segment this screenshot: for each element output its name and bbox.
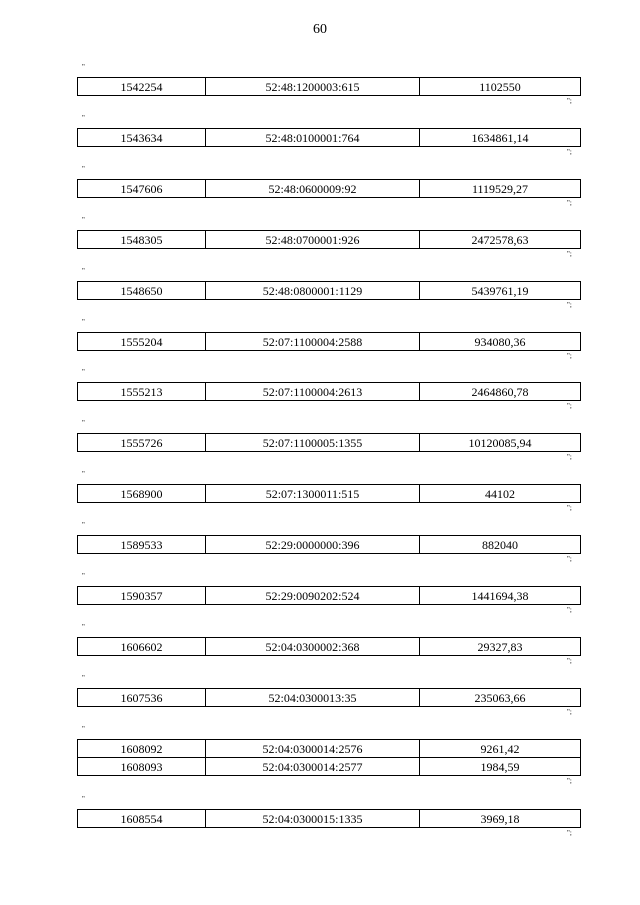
record-id-cell: 1543634 bbox=[78, 129, 206, 147]
entry-table bbox=[77, 77, 581, 96]
cadastral-number-cell: 52:48:0700001:926 bbox=[206, 231, 420, 249]
entry-table bbox=[77, 809, 581, 828]
cadastral-number-cell: 52:04:0300015:1335 bbox=[206, 810, 420, 828]
cadastral-number-cell: 52:04:0300013:35 bbox=[206, 689, 420, 707]
entry-table bbox=[77, 739, 581, 776]
closing-quote: "; bbox=[567, 708, 572, 716]
table-row bbox=[78, 78, 581, 96]
entry-table bbox=[77, 688, 581, 707]
table-row bbox=[78, 689, 581, 707]
closing-quote: "; bbox=[567, 657, 572, 665]
closing-quote: "; bbox=[567, 777, 572, 785]
record-id-cell: 1547606 bbox=[78, 180, 206, 198]
opening-quote: " bbox=[82, 114, 85, 122]
closing-quote: "; bbox=[567, 504, 572, 512]
record-id-cell: 1590357 bbox=[78, 587, 206, 605]
record-id-cell: 1608092 bbox=[78, 740, 206, 758]
table-row bbox=[78, 231, 581, 249]
value-cell: 2472578,63 bbox=[420, 231, 581, 249]
opening-quote: " bbox=[82, 470, 85, 478]
opening-quote: " bbox=[82, 725, 85, 733]
opening-quote: " bbox=[82, 318, 85, 326]
table-row bbox=[78, 758, 581, 776]
entry-table bbox=[77, 281, 581, 300]
cadastral-number-cell: 52:48:0100001:764 bbox=[206, 129, 420, 147]
table-row bbox=[78, 536, 581, 554]
entry-table bbox=[77, 484, 581, 503]
table-row bbox=[78, 810, 581, 828]
value-cell: 1634861,14 bbox=[420, 129, 581, 147]
closing-quote: "; bbox=[567, 555, 572, 563]
record-id-cell: 1608554 bbox=[78, 810, 206, 828]
opening-quote: " bbox=[82, 165, 85, 173]
record-id-cell: 1608093 bbox=[78, 758, 206, 776]
table-row bbox=[78, 638, 581, 656]
table-row bbox=[78, 740, 581, 758]
table-row bbox=[78, 129, 581, 147]
opening-quote: " bbox=[82, 572, 85, 580]
entry-table bbox=[77, 382, 581, 401]
entry-table bbox=[77, 433, 581, 452]
cadastral-number-cell: 52:07:1100004:2588 bbox=[206, 333, 420, 351]
record-id-cell: 1607536 bbox=[78, 689, 206, 707]
value-cell: 1102550 bbox=[420, 78, 581, 96]
closing-quote: "; bbox=[567, 199, 572, 207]
record-id-cell: 1555204 bbox=[78, 333, 206, 351]
value-cell: 29327,83 bbox=[420, 638, 581, 656]
cadastral-number-cell: 52:48:0600009:92 bbox=[206, 180, 420, 198]
entry-table bbox=[77, 637, 581, 656]
page-number: 60 bbox=[313, 22, 327, 37]
value-cell: 1984,59 bbox=[420, 758, 581, 776]
closing-quote: "; bbox=[567, 301, 572, 309]
opening-quote: " bbox=[82, 521, 85, 529]
table-row bbox=[78, 180, 581, 198]
entry-table bbox=[77, 535, 581, 554]
closing-quote: "; bbox=[567, 606, 572, 614]
entry-table bbox=[77, 230, 581, 249]
closing-quote: "; bbox=[567, 829, 572, 837]
record-id-cell: 1548305 bbox=[78, 231, 206, 249]
cadastral-number-cell: 52:29:0000000:396 bbox=[206, 536, 420, 554]
record-id-cell: 1589533 bbox=[78, 536, 206, 554]
table-row bbox=[78, 485, 581, 503]
value-cell: 44102 bbox=[420, 485, 581, 503]
entry-table bbox=[77, 128, 581, 147]
value-cell: 1119529,27 bbox=[420, 180, 581, 198]
value-cell: 10120085,94 bbox=[420, 434, 581, 452]
value-cell: 882040 bbox=[420, 536, 581, 554]
opening-quote: " bbox=[82, 795, 85, 803]
opening-quote: " bbox=[82, 419, 85, 427]
cadastral-number-cell: 52:04:0300014:2577 bbox=[206, 758, 420, 776]
closing-quote: "; bbox=[567, 453, 572, 461]
opening-quote: " bbox=[82, 267, 85, 275]
cadastral-number-cell: 52:29:0090202:524 bbox=[206, 587, 420, 605]
value-cell: 934080,36 bbox=[420, 333, 581, 351]
cadastral-number-cell: 52:48:1200003:615 bbox=[206, 78, 420, 96]
table-row bbox=[78, 434, 581, 452]
cadastral-number-cell: 52:07:1100005:1355 bbox=[206, 434, 420, 452]
record-id-cell: 1555213 bbox=[78, 383, 206, 401]
closing-quote: "; bbox=[567, 148, 572, 156]
value-cell: 3969,18 bbox=[420, 810, 581, 828]
opening-quote: " bbox=[82, 623, 85, 631]
table-row bbox=[78, 282, 581, 300]
opening-quote: " bbox=[82, 216, 85, 224]
record-id-cell: 1568900 bbox=[78, 485, 206, 503]
cadastral-number-cell: 52:04:0300002:368 bbox=[206, 638, 420, 656]
table-row bbox=[78, 333, 581, 351]
closing-quote: "; bbox=[567, 352, 572, 360]
table-row bbox=[78, 383, 581, 401]
value-cell: 5439761,19 bbox=[420, 282, 581, 300]
cadastral-number-cell: 52:04:0300014:2576 bbox=[206, 740, 420, 758]
value-cell: 9261,42 bbox=[420, 740, 581, 758]
cadastral-number-cell: 52:07:1300011:515 bbox=[206, 485, 420, 503]
opening-quote: " bbox=[82, 368, 85, 376]
closing-quote: "; bbox=[567, 97, 572, 105]
record-id-cell: 1542254 bbox=[78, 78, 206, 96]
value-cell: 235063,66 bbox=[420, 689, 581, 707]
entry-table bbox=[77, 586, 581, 605]
closing-quote: "; bbox=[567, 250, 572, 258]
record-id-cell: 1555726 bbox=[78, 434, 206, 452]
table-row bbox=[78, 587, 581, 605]
cadastral-number-cell: 52:07:1100004:2613 bbox=[206, 383, 420, 401]
value-cell: 2464860,78 bbox=[420, 383, 581, 401]
cadastral-number-cell: 52:48:0800001:1129 bbox=[206, 282, 420, 300]
entry-table bbox=[77, 179, 581, 198]
record-id-cell: 1548650 bbox=[78, 282, 206, 300]
record-id-cell: 1606602 bbox=[78, 638, 206, 656]
opening-quote: " bbox=[82, 63, 85, 71]
opening-quote: " bbox=[82, 674, 85, 682]
closing-quote: "; bbox=[567, 402, 572, 410]
value-cell: 1441694,38 bbox=[420, 587, 581, 605]
entry-table bbox=[77, 332, 581, 351]
